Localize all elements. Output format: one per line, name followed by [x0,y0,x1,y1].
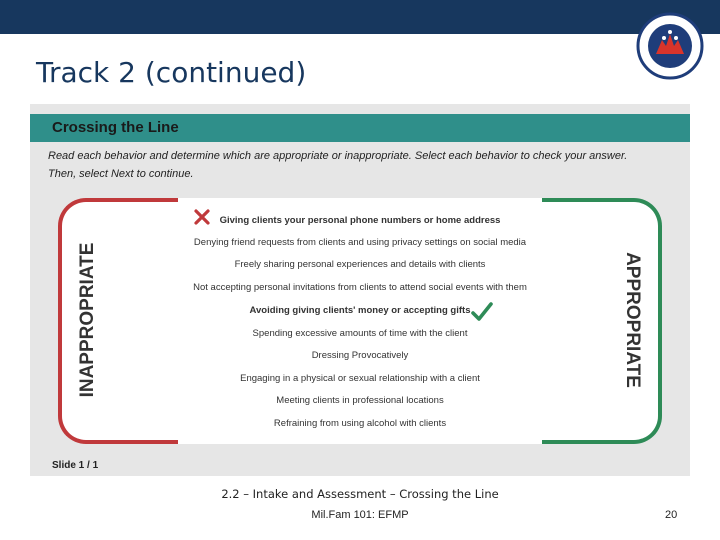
check-icon [470,300,494,324]
logo-icon [636,12,704,80]
inappropriate-frame [58,198,178,444]
behavior-item-7[interactable]: Dressing Provocatively [311,350,409,361]
behavior-item-3[interactable]: Freely sharing personal experiences and details with clients [234,259,486,270]
behavior-item-4[interactable]: Not accepting personal invitations from clients to attend social events with them [193,282,527,293]
appropriate-frame [542,198,662,444]
behavior-item-1[interactable]: Giving clients your personal phone numbers or home address [219,215,501,226]
instruction-line-1: Read each behavior and determine which are appropriate or inappropriate. Select each behavior to check your answer. [48,150,628,162]
page-title: Track 2 (continued) [36,56,307,89]
slide-counter: Slide 1 / 1 [52,460,99,471]
behavior-item-8[interactable]: Engaging in a physical or sexual relationship with a client [240,373,480,384]
slide-caption: 2.2 – Intake and Assessment – Crossing the Line [221,487,499,501]
behavior-item-10[interactable]: Refraining from using alcohol with clients [273,418,447,429]
page-number: 20 [665,509,678,521]
instruction-line-2: Then, select Next to continue. [48,168,194,180]
behavior-item-2[interactable]: Denying friend requests from clients and using privacy settings on social media [193,237,527,248]
behavior-item-9[interactable]: Meeting clients in professional locations [276,395,444,406]
footer-course: Mil.Fam 101: EFMP [311,509,409,521]
activity-screenshot [30,104,690,476]
inappropriate-label: INAPPROPRIATE [77,242,98,398]
activity-title: Crossing the Line [52,119,179,136]
behavior-item-5[interactable]: Avoiding giving clients' money or accepting gifts [249,305,471,316]
top-banner [0,0,720,34]
behavior-item-6[interactable]: Spending excessive amounts of time with the client [252,328,468,339]
x-icon [193,208,211,226]
appropriate-label: APPROPRIATE [622,252,643,388]
